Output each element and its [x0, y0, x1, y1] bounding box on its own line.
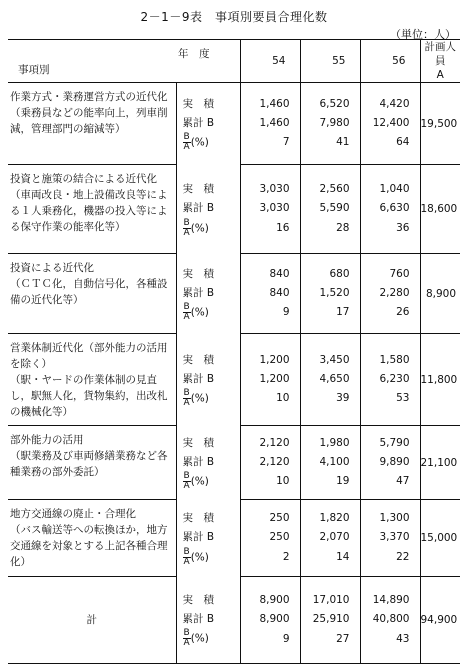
cell-ratio: 47 — [396, 475, 410, 488]
year-values — [240, 577, 300, 664]
header-year-56: 56 — [360, 40, 420, 83]
fraction-numerator: B — [183, 471, 190, 482]
cell-ruikei: 9,890 — [379, 455, 410, 468]
row-labels — [176, 426, 240, 500]
ratio-unit: (%) — [190, 306, 209, 319]
label-ratio — [177, 472, 240, 491]
fraction-denominator: A — [183, 398, 190, 409]
row-labels — [176, 577, 240, 664]
cell-plan: 15,000 — [420, 500, 460, 577]
cell-ruikei: 4,650 — [319, 372, 350, 385]
fraction-denominator: A — [183, 312, 190, 323]
label-ratio — [177, 303, 240, 322]
cell-ruikei: 840 — [269, 286, 290, 299]
ratio-unit: (%) — [190, 392, 209, 405]
ratio-fraction — [183, 389, 191, 408]
label-ruikei: 累計 B — [182, 117, 215, 130]
fraction-denominator: A — [183, 638, 190, 649]
cell-ruikei: 2,070 — [319, 531, 350, 544]
cell-ratio: 53 — [396, 392, 410, 405]
ratio-unit: (%) — [190, 632, 209, 645]
cell-ruikei: 1,200 — [259, 372, 290, 385]
rationalization-table — [8, 39, 460, 664]
label-ratio — [177, 219, 240, 238]
year-values — [240, 165, 300, 254]
unit-label: （単位：人） — [390, 28, 456, 41]
cell-ruikei: 250 — [269, 531, 290, 544]
label-ratio — [177, 629, 240, 648]
table-row — [8, 577, 460, 664]
year-values — [360, 334, 420, 426]
cell-ratio: 41 — [336, 136, 350, 149]
label-jisseki: 実 積 — [182, 436, 214, 449]
label-jisseki: 実 積 — [182, 267, 214, 280]
cell-ruikei: 7,980 — [319, 116, 350, 129]
cell-ruikei: 4,100 — [319, 455, 350, 468]
ratio-unit: (%) — [190, 136, 209, 149]
cell-jisseki: 1,300 — [379, 512, 410, 525]
table-row — [8, 500, 460, 577]
ratio-unit: (%) — [190, 475, 209, 488]
item-description: 投資と施策の結合による近代化 （車両改良・地上設備改良等による１人乗務化，機器の投入等による保守作業の能率化等） — [8, 165, 176, 254]
fraction-numerator: B — [183, 388, 190, 399]
ratio-fraction — [183, 303, 191, 322]
row-labels — [176, 254, 240, 334]
ratio-fraction — [183, 629, 191, 648]
year-values — [240, 334, 300, 426]
row-labels — [176, 165, 240, 254]
ratio-unit: (%) — [190, 551, 209, 564]
cell-jisseki: 1,820 — [319, 512, 350, 525]
label-jisseki: 実 積 — [182, 512, 214, 525]
fraction-numerator: B — [183, 628, 190, 639]
label-ruikei: 累計 B — [182, 286, 215, 299]
year-values — [300, 577, 360, 664]
cell-ratio: 14 — [336, 550, 350, 563]
cell-ratio: 7 — [282, 136, 290, 149]
cell-plan: 11,800 — [420, 334, 460, 426]
label-ruikei: 累計 B — [182, 372, 215, 385]
label-ratio — [177, 133, 240, 152]
cell-jisseki: 3,030 — [259, 183, 290, 196]
year-values — [360, 500, 420, 577]
fraction-numerator: B — [183, 302, 190, 313]
table-row — [8, 83, 460, 165]
ratio-fraction — [183, 472, 191, 491]
label-ruikei: 累計 B — [182, 455, 215, 468]
year-values — [300, 334, 360, 426]
cell-ruikei: 25,910 — [312, 613, 350, 626]
cell-ruikei: 1,460 — [259, 116, 290, 129]
table-row — [8, 254, 460, 334]
header-plan-line2: A — [436, 69, 444, 81]
ratio-fraction — [183, 548, 191, 567]
year-values — [360, 83, 420, 165]
header-year-label: 年 度 — [178, 48, 210, 60]
cell-plan: 8,900 — [420, 254, 460, 334]
cell-ruikei: 40,800 — [372, 613, 410, 626]
cell-ruikei: 12,400 — [372, 116, 410, 129]
cell-plan: 19,500 — [420, 83, 460, 165]
year-values — [300, 254, 360, 334]
header-year-55: 55 — [300, 40, 360, 83]
header-row — [8, 40, 460, 83]
cell-ruikei: 3,370 — [379, 531, 410, 544]
cell-ruikei: 2,280 — [379, 286, 410, 299]
label-ruikei: 累計 B — [182, 202, 215, 215]
item-description: 部外能力の活用 （駅業務及び車両修繕業務など各種業務の部外委託） — [8, 426, 176, 500]
cell-jisseki: 8,900 — [259, 594, 290, 607]
cell-jisseki: 2,560 — [319, 183, 350, 196]
label-jisseki: 実 積 — [182, 353, 214, 366]
cell-ratio: 9 — [282, 632, 290, 645]
cell-ratio: 28 — [336, 221, 350, 234]
cell-ratio: 19 — [336, 475, 350, 488]
cell-jisseki: 1,980 — [319, 436, 350, 449]
cell-ruikei: 5,590 — [319, 202, 350, 215]
fraction-denominator: A — [183, 227, 190, 238]
row-labels — [176, 500, 240, 577]
item-description: 作業方式・業務運営方式の近代化 （乗務員などの能率向上，列車削減，管理部門の縮減等） — [8, 83, 176, 165]
cell-ratio: 64 — [396, 136, 410, 149]
cell-ratio: 2 — [282, 550, 290, 563]
cell-plan: 21,100 — [420, 426, 460, 500]
fraction-numerator: B — [183, 132, 190, 143]
fraction-numerator: B — [183, 546, 190, 557]
cell-ruikei: 1,520 — [319, 286, 350, 299]
cell-jisseki: 6,520 — [319, 97, 350, 110]
cell-ratio: 39 — [336, 392, 350, 405]
cell-ratio: 16 — [276, 221, 290, 234]
header-plan-line1: 計画人員 — [424, 41, 456, 67]
year-values — [300, 83, 360, 165]
cell-jisseki: 250 — [269, 512, 290, 525]
year-values — [240, 500, 300, 577]
cell-jisseki: 1,580 — [379, 353, 410, 366]
ratio-fraction — [183, 219, 191, 238]
year-values — [240, 254, 300, 334]
label-ratio — [177, 548, 240, 567]
fraction-denominator: A — [183, 556, 190, 567]
cell-jisseki: 4,420 — [379, 97, 410, 110]
cell-jisseki: 760 — [389, 267, 410, 280]
cell-ruikei: 6,630 — [379, 202, 410, 215]
cell-ruikei: 8,900 — [259, 613, 290, 626]
cell-jisseki: 1,460 — [259, 97, 290, 110]
page-title: 2－1－9表 事項別要員合理化数 — [140, 10, 328, 24]
cell-ratio: 17 — [336, 306, 350, 319]
year-values — [360, 577, 420, 664]
year-values — [300, 165, 360, 254]
cell-jisseki: 1,200 — [259, 353, 290, 366]
fraction-denominator: A — [183, 481, 190, 492]
label-ratio — [177, 389, 240, 408]
cell-plan: 18,600 — [420, 165, 460, 254]
total-label: 計 — [8, 577, 176, 664]
cell-ratio: 10 — [276, 475, 290, 488]
cell-jisseki: 840 — [269, 267, 290, 280]
year-values — [360, 165, 420, 254]
cell-ratio: 36 — [396, 221, 410, 234]
cell-ratio: 43 — [396, 632, 410, 645]
year-values — [300, 500, 360, 577]
cell-ratio: 27 — [336, 632, 350, 645]
item-description: 営業体制近代化（部外能力の活用を除く） （駅・ヤードの作業体制の見直し，駅無人化，貨物集約，出改札の機械化等） — [8, 334, 176, 426]
fraction-denominator: A — [183, 142, 190, 153]
cell-jisseki: 17,010 — [312, 594, 350, 607]
table-row — [8, 165, 460, 254]
header-item-label: 事項別 — [18, 64, 50, 76]
ratio-fraction — [183, 133, 191, 152]
item-description: 投資による近代化 （ＣＴＣ化，自動信号化，各種設備の近代化等） — [8, 254, 176, 334]
row-labels — [176, 334, 240, 426]
cell-ratio: 26 — [396, 306, 410, 319]
year-values — [360, 254, 420, 334]
cell-ratio: 10 — [276, 392, 290, 405]
cell-ruikei: 2,120 — [259, 455, 290, 468]
cell-jisseki: 3,450 — [319, 353, 350, 366]
table-row — [8, 426, 460, 500]
year-values — [300, 426, 360, 500]
table-row — [8, 334, 460, 426]
ratio-unit: (%) — [190, 222, 209, 235]
label-jisseki: 実 積 — [182, 593, 214, 606]
header-plan — [420, 40, 460, 83]
label-jisseki: 実 積 — [182, 183, 214, 196]
year-values — [360, 426, 420, 500]
fraction-numerator: B — [183, 217, 190, 228]
header-year-54: 54 — [240, 40, 300, 83]
cell-jisseki: 5,790 — [379, 436, 410, 449]
cell-jisseki: 2,120 — [259, 436, 290, 449]
header-corner — [8, 40, 240, 83]
label-jisseki: 実 積 — [182, 97, 214, 110]
cell-plan: 94,900 — [420, 614, 458, 626]
year-values — [240, 83, 300, 165]
label-ruikei: 累計 B — [182, 531, 215, 544]
cell-ruikei: 6,230 — [379, 372, 410, 385]
row-labels — [176, 83, 240, 165]
cell-ratio: 22 — [396, 550, 410, 563]
item-description: 地方交通線の廃止・合理化 （バス輸送等への転換ほか，地方交通線を対象とする上記各種合理化） — [8, 500, 176, 577]
year-values — [240, 426, 300, 500]
cell-ruikei: 3,030 — [259, 202, 290, 215]
cell-jisseki: 1,040 — [379, 183, 410, 196]
label-ruikei: 累計 B — [182, 613, 215, 626]
cell-jisseki: 14,890 — [372, 594, 410, 607]
cell-ratio: 9 — [282, 306, 290, 319]
cell-jisseki: 680 — [329, 267, 350, 280]
